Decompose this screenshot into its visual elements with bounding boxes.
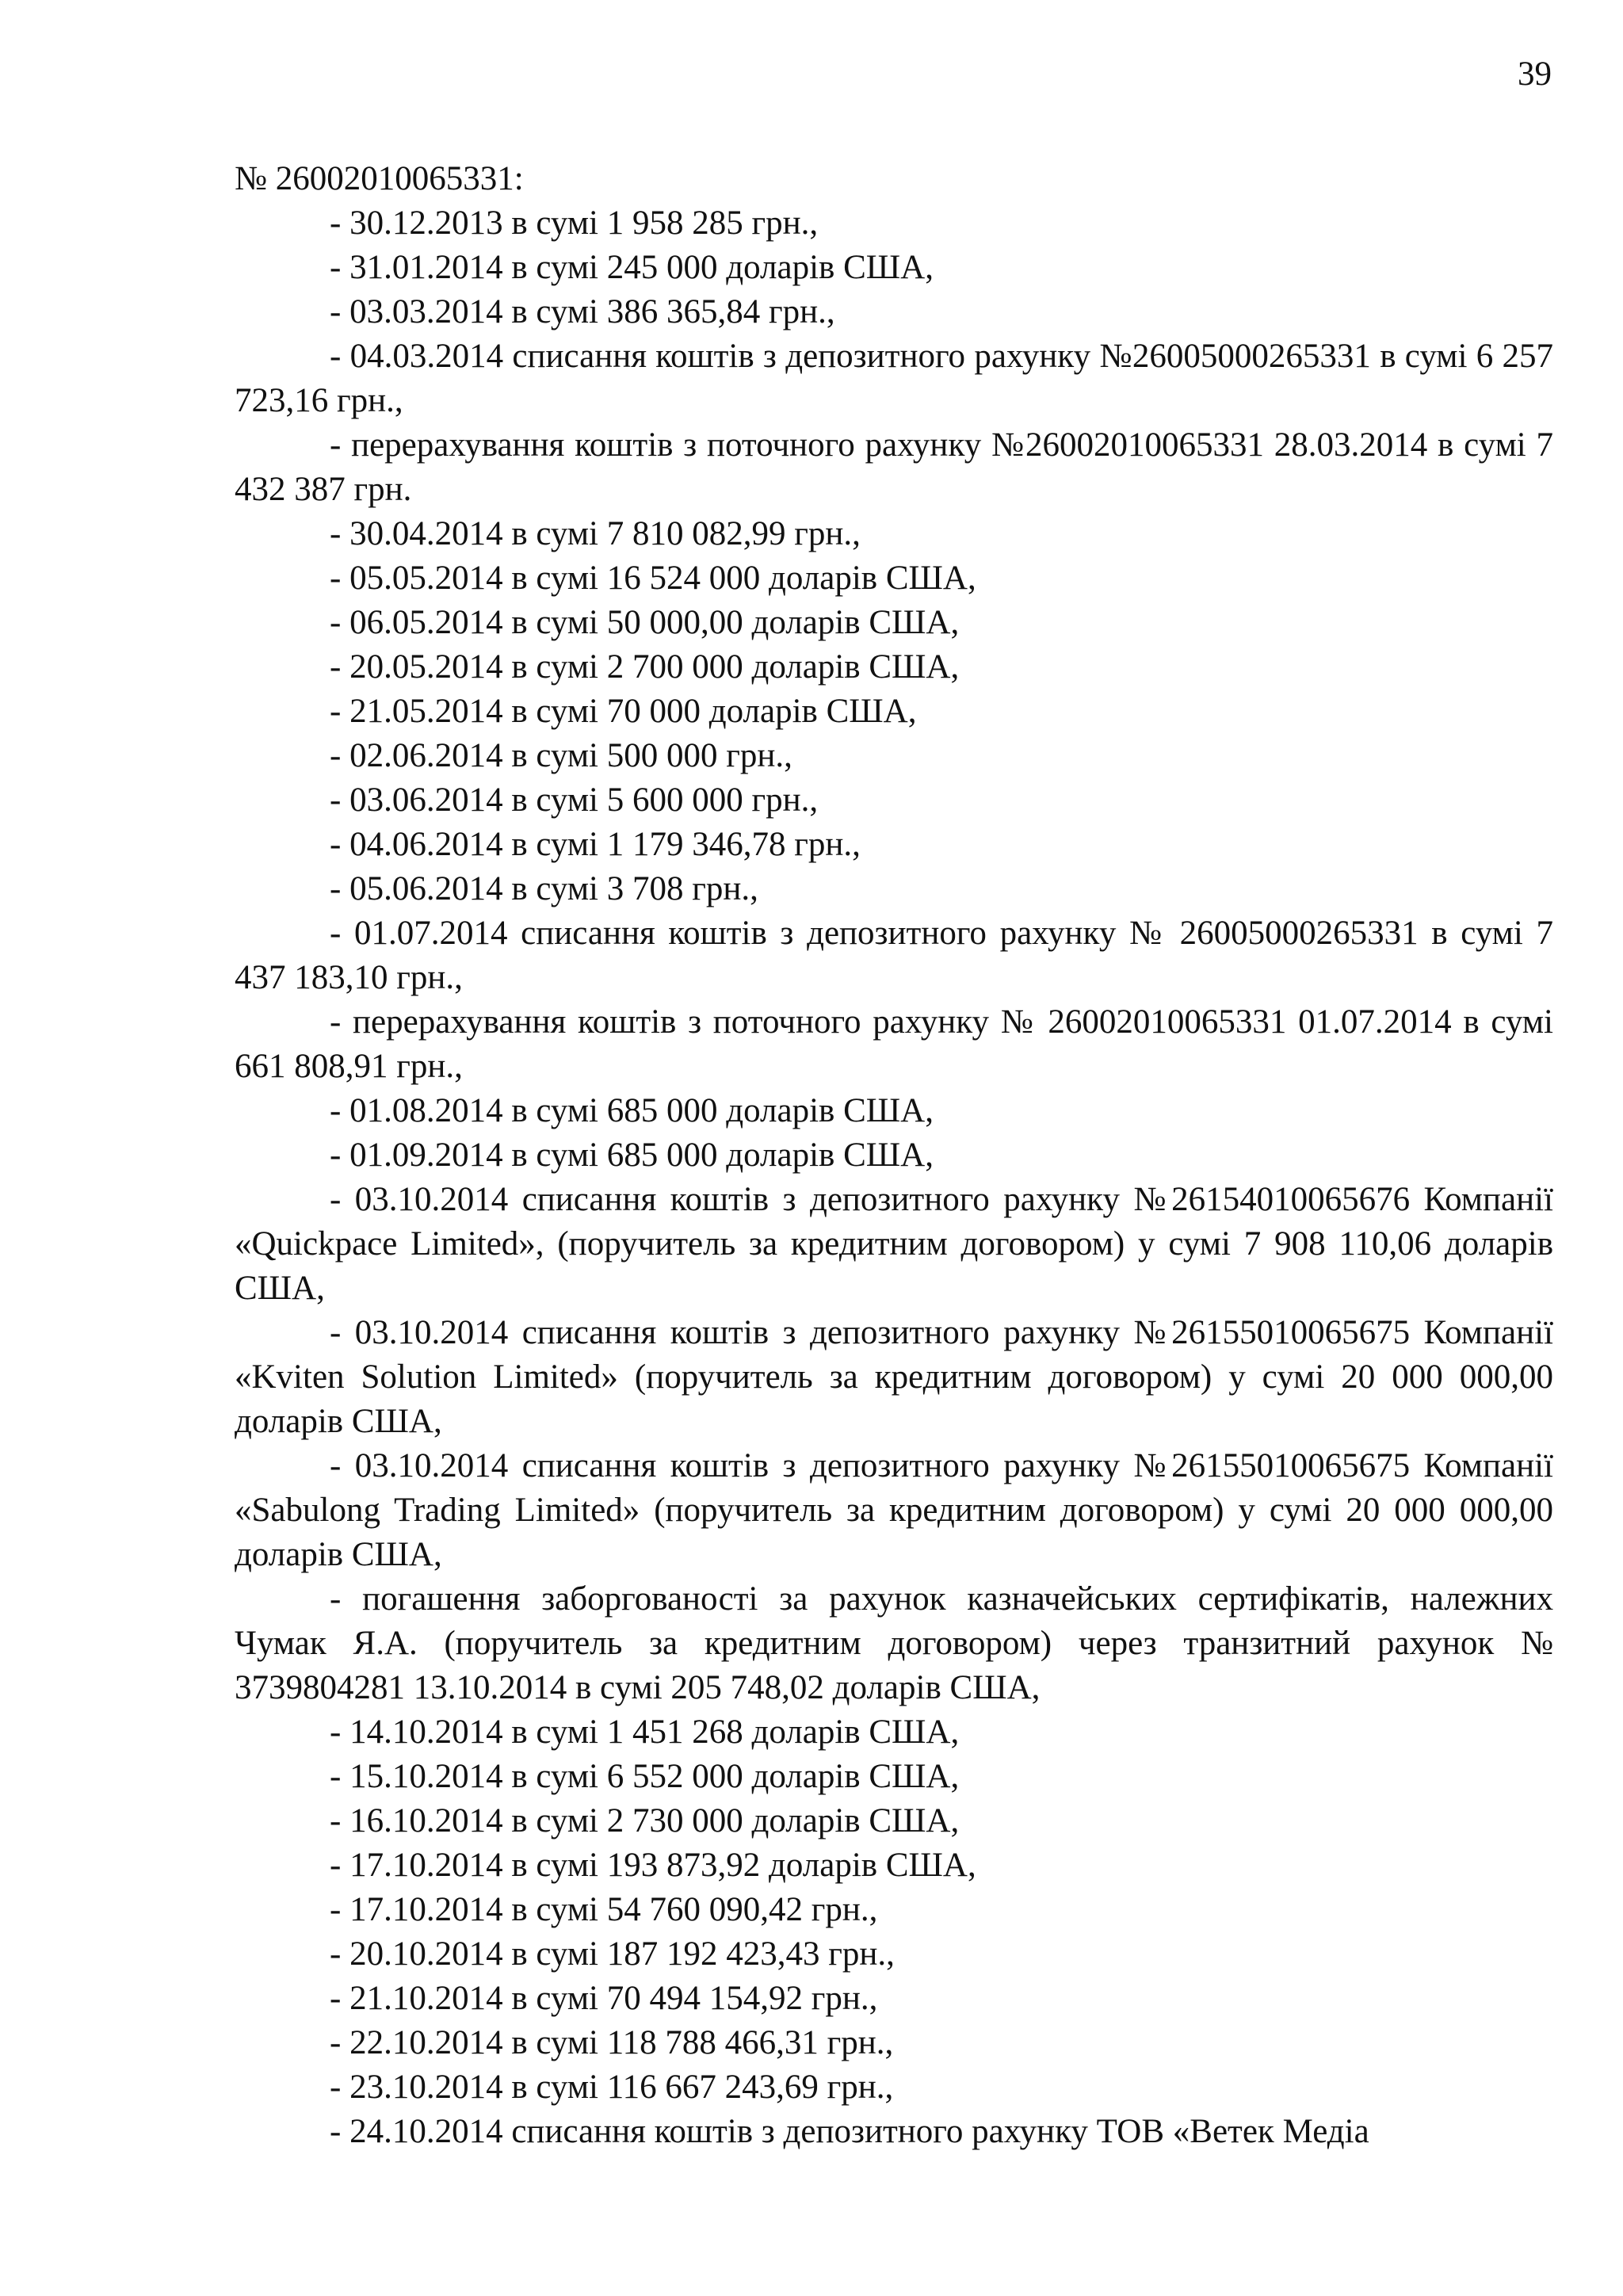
list-item: - перерахування коштів з поточного рахунку № 26002010065331 01.07.2014 в сумі 661 808,91 грн.,	[235, 1003, 1553, 1085]
list-item: - 30.12.2013 в сумі 1 958 285 грн.,	[330, 204, 819, 242]
page-number: 39	[1518, 55, 1552, 93]
list-item: - 30.04.2014 в сумі 7 810 082,99 грн.,	[330, 515, 861, 552]
list-item: - 14.10.2014 в сумі 1 451 268 доларів США,	[330, 1713, 960, 1751]
list-item: - 23.10.2014 в сумі 116 667 243,69 грн.,	[330, 2069, 894, 2106]
list-item: - 20.10.2014 в сумі 187 192 423,43 грн.,	[330, 1935, 895, 1973]
list-item: - перерахування коштів з поточного рахунку №26002010065331 28.03.2014 в сумі 7 432 387 грн.	[235, 426, 1553, 508]
account-line: № 26002010065331:	[235, 160, 524, 197]
list-item: - 06.05.2014 в сумі 50 000,00 доларів США,	[330, 604, 960, 641]
list-item: - 17.10.2014 в сумі 193 873,92 доларів США,	[330, 1847, 976, 1884]
list-item: - 17.10.2014 в сумі 54 760 090,42 грн.,	[330, 1891, 878, 1928]
list-item: - 20.05.2014 в сумі 2 700 000 доларів США,	[330, 648, 960, 686]
list-item: - 21.05.2014 в сумі 70 000 доларів США,	[330, 693, 917, 730]
list-item: - 01.08.2014 в сумі 685 000 доларів США,	[330, 1092, 934, 1129]
list-item: - 15.10.2014 в сумі 6 552 000 доларів США,	[330, 1758, 960, 1795]
list-item: - 24.10.2014 списання коштів з депозитного рахунку ТОВ «Ветек Медіа	[330, 2113, 1369, 2150]
list-item: - 02.06.2014 в сумі 500 000 грн.,	[330, 737, 792, 774]
list-item: - 03.10.2014 списання коштів з депозитного рахунку №26155010065675 Компанії «Sabulong Trading Limited» (поручитель за кредитним договором) у сумі 20 000 000,00 доларів США,	[235, 1447, 1553, 1573]
list-item: - погашення заборгованості за рахунок казначейських сертифікатів, належних Чумак Я.А. (поручитель за кредитним договором) через транзитний рахунок № 3739804281 13.10.2014 в сумі 205 748,02 доларів США,	[235, 1580, 1553, 1706]
list-item: - 31.01.2014 в сумі 245 000 доларів США,	[330, 249, 934, 286]
list-item: - 21.10.2014 в сумі 70 494 154,92 грн.,	[330, 1980, 878, 2017]
list-item: - 03.06.2014 в сумі 5 600 000 грн.,	[330, 781, 819, 819]
list-item: - 16.10.2014 в сумі 2 730 000 доларів США,	[330, 1802, 960, 1839]
document-body	[235, 157, 1553, 2154]
list-item: - 01.09.2014 в сумі 685 000 доларів США,	[330, 1137, 934, 1174]
list-item: - 01.07.2014 списання коштів з депозитного рахунку № 26005000265331 в сумі 7 437 183,10 грн.,	[235, 915, 1553, 996]
list-item: - 03.03.2014 в сумі 386 365,84 грн.,	[330, 293, 835, 330]
list-item: - 04.03.2014 списання коштів з депозитного рахунку №26005000265331 в сумі 6 257 723,16 грн.,	[235, 338, 1553, 419]
list-item: - 22.10.2014 в сумі 118 788 466,31 грн.,	[330, 2024, 894, 2061]
list-item: - 03.10.2014 списання коштів з депозитного рахунку №26154010065676 Компанії «Quickpace Limited», (поручитель за кредитним договором) у сумі 7 908 110,06 доларів США,	[235, 1181, 1553, 1307]
list-item: - 04.06.2014 в сумі 1 179 346,78 грн.,	[330, 826, 861, 863]
list-item: - 03.10.2014 списання коштів з депозитного рахунку №26155010065675 Компанії «Kviten Solution Limited» (поручитель за кредитним договором) у сумі 20 000 000,00 доларів США,	[235, 1314, 1553, 1440]
list-item: - 05.06.2014 в сумі 3 708 грн.,	[330, 870, 758, 907]
list-item: - 05.05.2014 в сумі 16 524 000 доларів США,	[330, 560, 976, 597]
